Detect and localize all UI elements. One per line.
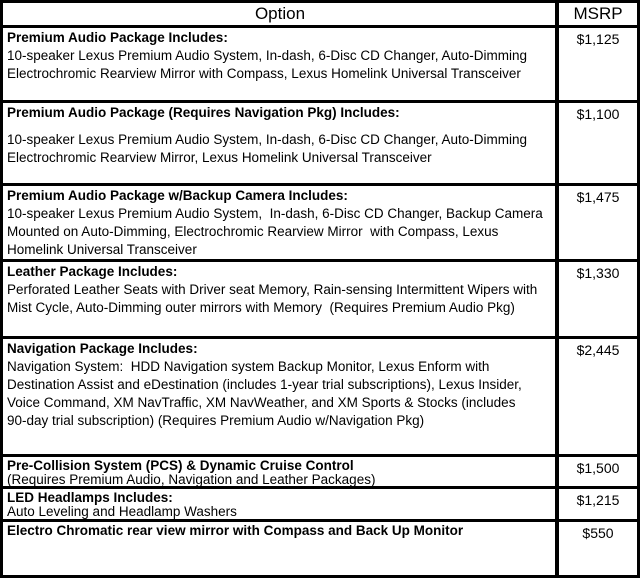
option-title: LED Headlamps Includes:	[7, 490, 173, 505]
option-description-line: Electrochromic Rearview Mirror, Lexus Homelink Universal Transceiver	[7, 150, 432, 165]
option-title: Premium Audio Package Includes:	[7, 30, 228, 45]
option-title: Premium Audio Package (Requires Navigation Pkg) Includes:	[7, 105, 400, 120]
option-description-line: 10-speaker Lexus Premium Audio System, In-dash, 6-Disc CD Changer, Auto-Dimming	[7, 132, 527, 147]
option-description-line: Destination Assist and eDestination (includes 1-year trial subscriptions), Lexus Insider,	[7, 377, 522, 392]
row-premium-audio	[3, 28, 637, 103]
option-title: Pre-Collision System (PCS) & Dynamic Cruise Control	[7, 458, 354, 473]
msrp-value: $1,100	[576, 106, 620, 122]
msrp-value: $1,330	[576, 265, 620, 281]
option-description-line: Voice Command, XM NavTraffic, XM NavWeather, and XM Sports & Stocks (includes	[7, 395, 516, 410]
row-led-headlamps	[3, 489, 637, 522]
msrp-value: $2,445	[576, 342, 620, 358]
option-title: Leather Package Includes:	[7, 264, 178, 279]
option-description-line: 10-speaker Lexus Premium Audio System, In-dash, 6-Disc CD Changer, Auto-Dimming	[7, 48, 527, 63]
option-description-line: 90-day trial subscription) (Requires Premium Audio w/Navigation Pkg)	[7, 413, 425, 428]
option-description-line: Electrochromic Rearview Mirror with Compass, Lexus Homelink Universal Transceiver	[7, 66, 521, 81]
row-premium-audio-backup-camera	[3, 186, 637, 262]
row-navigation-package	[3, 339, 637, 457]
column-header-option: Option	[3, 3, 559, 25]
option-description-line: Perforated Leather Seats with Driver seat Memory, Rain-sensing Intermittent Wipers with	[7, 282, 538, 297]
option-description-line: (Requires Premium Audio, Navigation and Leather Packages)	[7, 472, 376, 486]
column-header-msrp: MSRP	[573, 4, 623, 23]
option-description-line: 10-speaker Lexus Premium Audio System, In-dash, 6-Disc CD Changer, Backup Camera	[7, 206, 543, 221]
option-title: Electro Chromatic rear view mirror with Compass and Back Up Monitor	[7, 523, 464, 538]
option-title: Premium Audio Package w/Backup Camera Includes:	[7, 188, 348, 203]
option-title: Navigation Package Includes:	[7, 341, 198, 356]
msrp-value: $1,500	[576, 460, 620, 476]
row-premium-audio-nav	[3, 103, 637, 186]
option-description-line: Homelink Universal Transceiver	[7, 242, 197, 257]
option-description-line: Auto Leveling and Headlamp Washers	[7, 504, 237, 519]
option-description-line: Mist Cycle, Auto-Dimming outer mirrors with Memory (Requires Premium Audio Pkg)	[7, 300, 515, 315]
msrp-value: $550	[582, 525, 614, 541]
msrp-value: $1,125	[576, 31, 620, 47]
row-leather-package	[3, 262, 637, 339]
msrp-value: $1,215	[576, 492, 620, 508]
table-header-row	[3, 3, 637, 28]
option-description-line: Mounted on Auto-Dimming, Electrochromic Rearview Mirror with Compass, Lexus	[7, 224, 499, 239]
row-electro-chromatic-mirror	[3, 522, 637, 575]
option-description-line: Navigation System: HDD Navigation system Backup Monitor, Lexus Enform with	[7, 359, 490, 374]
row-pre-collision-system	[3, 457, 637, 489]
msrp-value: $1,475	[576, 189, 620, 205]
